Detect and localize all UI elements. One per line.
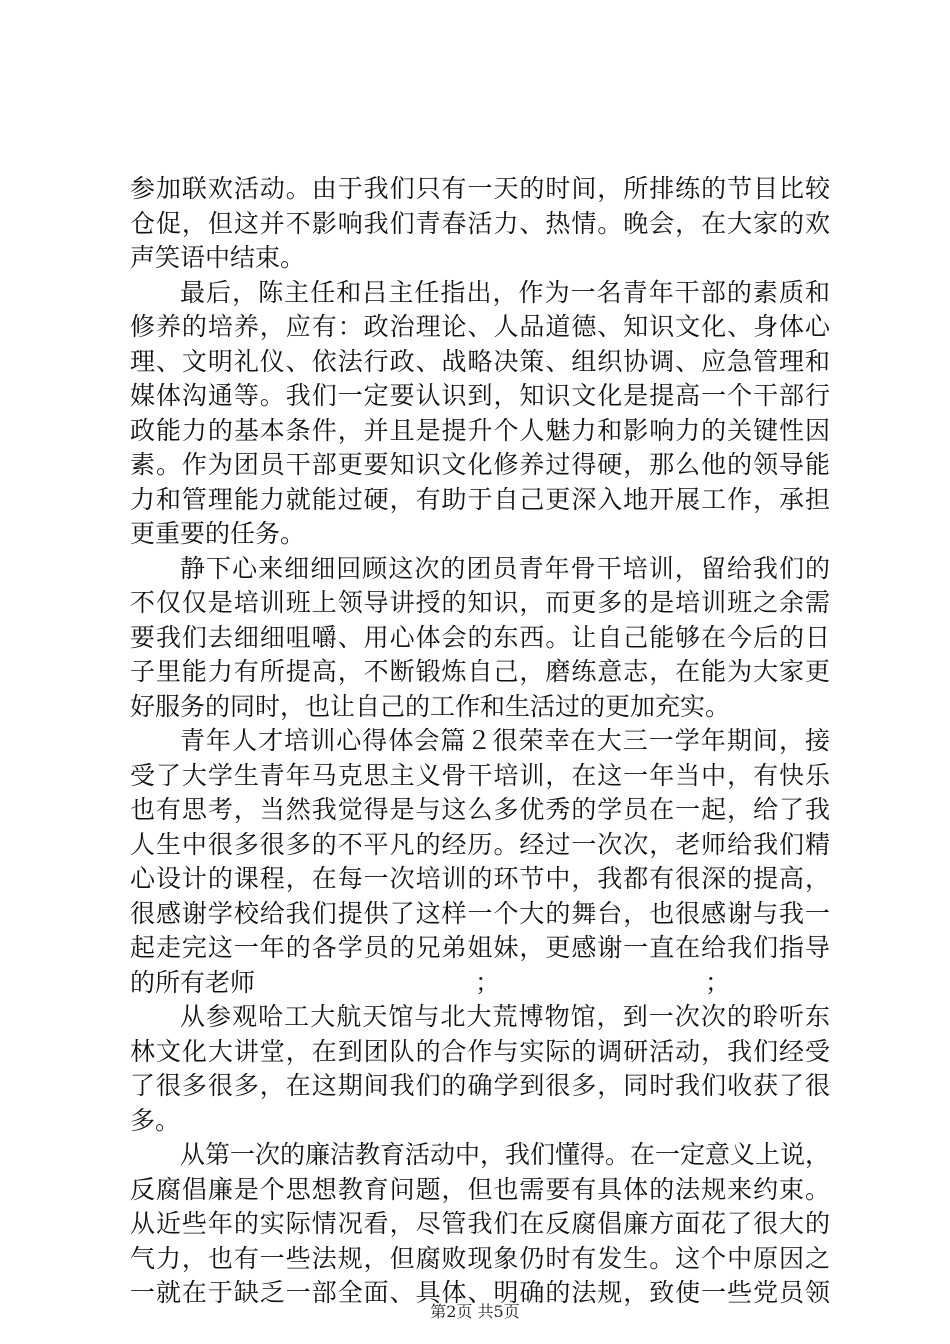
text-line: 从近些年的实际情况看，尽管我们在反腐倡廉方面花了很大的 (130, 1209, 830, 1238)
text-line: 心设计的课程，在每一次培训的环节中，我都有很深的提高， (130, 864, 830, 893)
text-line: 一就在于缺乏一部全面、具体、明确的法规，致使一些党员领 (130, 1278, 830, 1307)
text-line: 从第一次的廉洁教育活动中，我们懂得。在一定意义上说， (180, 1140, 831, 1169)
text-line: 反腐倡廉是个思想教育问题，但也需要有具体的法规来约束。 (130, 1174, 830, 1204)
text-line: 修养的培养，应有：政治理论、人品道德、知识文化、身体心 (130, 312, 830, 341)
text-line: 静下心来细细回顾这次的团员青年骨干培训，留给我们的 (180, 553, 830, 583)
document-body (130, 172, 830, 1311)
text-line: 仓促，但这并不影响我们青春活力、热情。晚会，在大家的欢 (130, 208, 830, 238)
text-line: 从参观哈工大航天馆与北大荒博物馆，到一次次的聆听东 (180, 1002, 830, 1031)
text-line: 受了大学生青年马克思主义骨干培训，在这一年当中，有快乐 (130, 760, 830, 790)
text-line: 政能力的基本条件，并且是提升个人魅力和影响力的关键性因 (130, 415, 830, 445)
text-line: 声笑语中结束。 (130, 243, 306, 272)
text-line: 媒体沟通等。我们一定要认识到，知识文化是提高一个干部行 (130, 381, 830, 410)
text-line: 理、文明礼仪、依法行政、战略决策、组织协调、应急管理和 (130, 346, 830, 376)
text-line: 素。作为团员干部更要知识文化修养过得硬，那么他的领导能 (130, 450, 830, 479)
text-line: 要我们去细细咀嚼、用心体会的东西。让自己能够在今后的日 (130, 622, 830, 652)
split-text: 的所有老师 (130, 967, 256, 997)
text-line: 人生中很多很多的不平凡的经历。经过一次次，老师给我们精 (130, 829, 830, 859)
text-line: 力和管理能力就能过硬，有助于自己更深入地开展工作，承担 (130, 484, 830, 514)
separator: ； (475, 967, 501, 997)
text-line: 很感谢学校给我们提供了这样一个大的舞台，也很感谢与我一 (130, 898, 830, 928)
text-line: 好服务的同时，也让自己的工作和生活过的更加充实。 (130, 691, 731, 721)
text-line: 最后，陈主任和吕主任指出，作为一名青年干部的素质和 (180, 277, 830, 307)
text-line: 参加联欢活动。由于我们只有一天的时间，所排练的节目比较 (130, 174, 830, 203)
text-line-with-gaps (130, 966, 830, 1001)
text-line: 多。 (130, 1105, 181, 1135)
text-line: 林文化大讲堂，在到团队的合作与实际的调研活动，我们经受 (130, 1036, 830, 1066)
separator: ； (705, 967, 731, 997)
text-line: 子里能力有所提高，不断锻炼自己，磨练意志，在能为大家更 (130, 657, 830, 686)
text-line: 更重要的任务。 (130, 519, 306, 548)
text-line: 也有思考，当然我觉得是与这么多优秀的学员在一起，给了我 (130, 795, 830, 824)
text-line: 起走完这一年的各学员的兄弟姐妹，更感谢一直在给我们指导 (130, 933, 830, 962)
text-line: 气力，也有一些法规，但腐败现象仍时有发生。这个中原因之 (130, 1243, 830, 1273)
text-line: 青年人才培训心得体会篇２很荣幸在大三一学年期间，接 (180, 726, 830, 755)
page-number-footer: 第2页 共5页 (430, 1302, 520, 1321)
text-line: 不仅仅是培训班上领导讲授的知识，而更多的是培训班之余需 (130, 588, 830, 617)
text-line: 了很多很多，在这期间我们的确学到很多，同时我们收获了很 (130, 1071, 830, 1100)
